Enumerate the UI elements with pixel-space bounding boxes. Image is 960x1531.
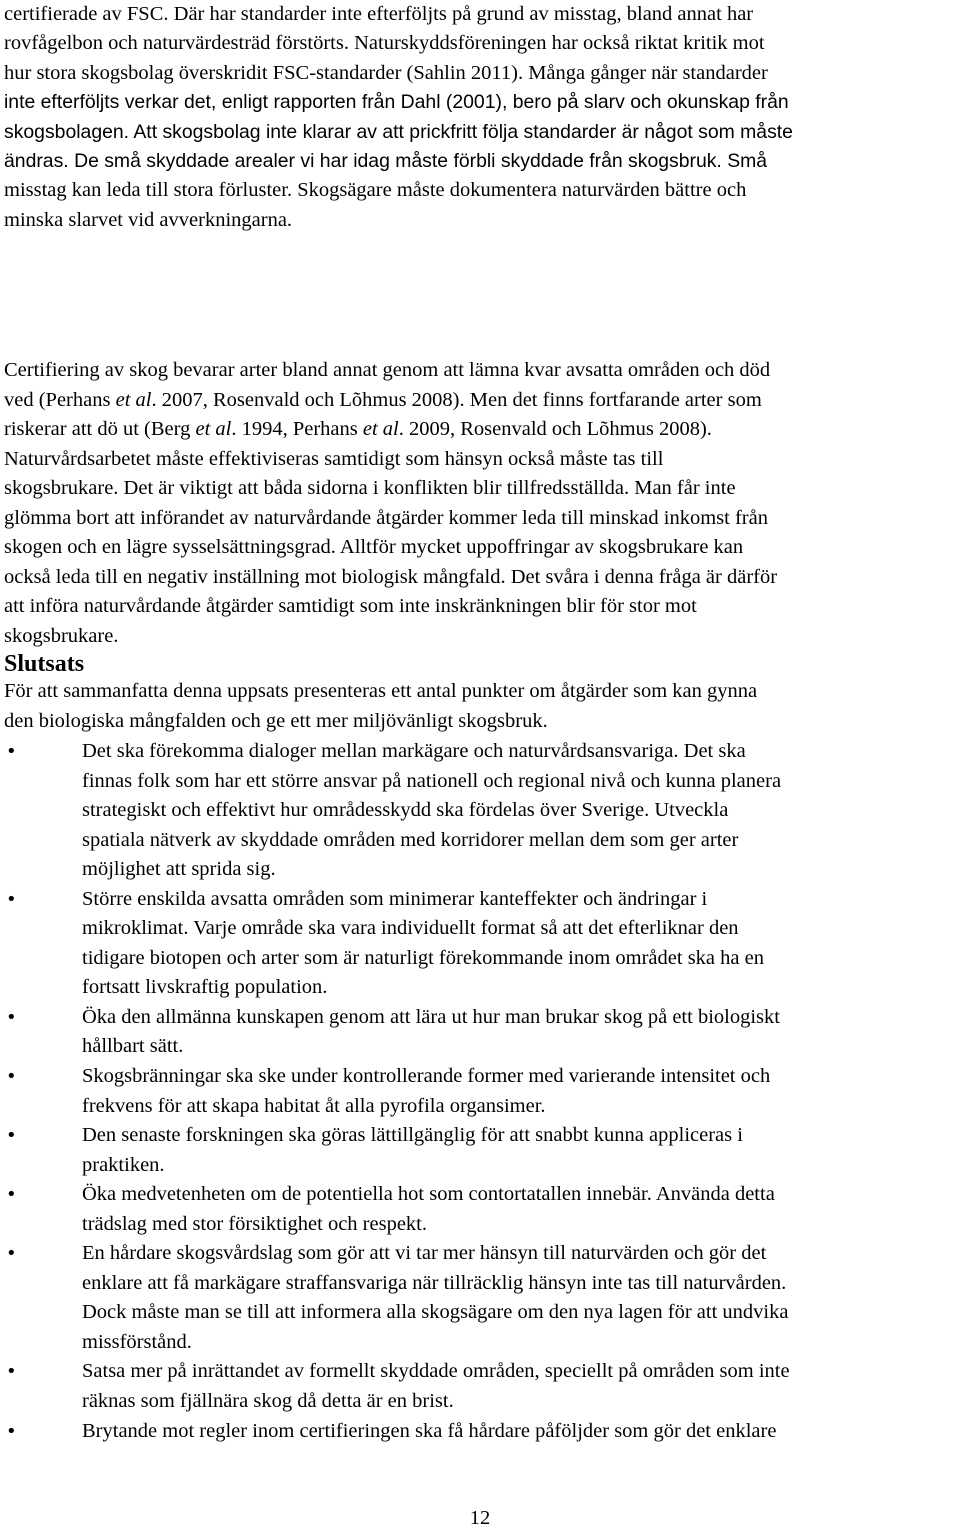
- text-line: den biologiska mångfalden och ge ett mer miljövänligt skogsbruk.: [4, 709, 548, 732]
- text-line: rovfågelbon och naturvärdesträd förstörts. Naturskyddsföreningen har också riktat kritik mot: [4, 32, 765, 55]
- bullet-icon: •: [6, 1361, 17, 1383]
- text-line: Dock måste man se till att informera alla skogsägare om den nya lagen för att undvika: [82, 1301, 789, 1324]
- bullet-icon: •: [6, 1243, 17, 1265]
- list-item: [4, 1417, 956, 1447]
- text-line: inte efterföljts verkar det, enligt rapporten från Dahl (2001), bero på slarv och okunskap från: [4, 91, 789, 114]
- text-line: ved (Perhans et al. 2007, Rosenvald och Lõhmus 2008). Men det finns fortfarande arter som: [4, 388, 762, 411]
- text-line: hur stora skogsbolag överskridit FSC-standarder (Sahlin 2011). Många gånger när standarder: [4, 61, 768, 84]
- bullet-icon: •: [6, 1125, 17, 1147]
- text-line: Satsa mer på inrättandet av formellt skyddade områden, speciellt på områden som inte: [82, 1360, 790, 1383]
- text-line: minska slarvet vid avverkningarna.: [4, 208, 293, 231]
- text-line: missförstånd.: [82, 1330, 192, 1353]
- text-line: För att sammanfatta denna uppsats presenteras ett antal punkter om åtgärder som kan gynna: [4, 680, 758, 702]
- bullet-icon: •: [6, 1184, 17, 1206]
- text-line: hållbart sätt.: [82, 1035, 184, 1058]
- bullet-icon: •: [6, 1066, 17, 1088]
- text-line: Brytande mot regler inom certifieringen ska få hårdare påföljder som gör det enklare: [82, 1419, 777, 1442]
- text-line: riskerar att dö ut (Berg et al. 1994, Perhans et al. 2009, Rosenvald och Lõhmus 2008).: [4, 418, 712, 440]
- text-line: skogsbrukare. Det är viktigt att båda sidorna i konflikten blir tillfredsställda. Man får inte: [4, 477, 736, 499]
- text-line: också leda till en negativ inställning mot biologisk mångfald. Det svåra i denna fråga är därför: [4, 565, 778, 588]
- text-line: räknas som fjällnära skog då detta är en brist.: [82, 1390, 454, 1413]
- text-line: certifierade av FSC. Där har standarder inte efterföljts på grund av misstag, bland annat har: [4, 3, 754, 25]
- bullet-icon: •: [6, 888, 17, 910]
- text-line: att införa naturvårdande åtgärder samtidigt som inte inskränkningen blir för stor mot: [4, 595, 697, 617]
- text-line: Skogsbränningar ska ske under kontrollerande former med varierande intensitet och: [82, 1065, 771, 1088]
- list-item: [4, 1062, 956, 1121]
- text-line: enklare att få markägare straffansvariga när tillräcklig hänsyn inte tas till naturvården.: [82, 1271, 787, 1294]
- text-line: skogsbrukare.: [4, 624, 119, 647]
- text-line: mikroklimat. Varje område ska vara individuellt format så att det efterliknar den: [82, 917, 739, 940]
- text-line: frekvens för att skapa habitat åt alla pyrofila organsimer.: [82, 1094, 546, 1117]
- list-item: [4, 1180, 956, 1239]
- text-line: trädslag med stor försiktighet och respekt.: [82, 1212, 427, 1235]
- bullet-icon: •: [6, 741, 17, 762]
- text-line: Den senaste forskningen ska göras lättillgänglig för att snabbt kunna appliceras i: [82, 1124, 743, 1147]
- text-line: skogsbolagen. Att skogsbolag inte klarar av att prickfritt följa standarder är något som måste: [4, 120, 793, 143]
- text-line: Certifiering av skog bevarar arter bland annat genom att lämna kvar avsatta områden och död: [4, 359, 771, 381]
- text-line: Större enskilda avsatta områden som minimerar kanteffekter och ändringar i: [82, 887, 708, 910]
- text-line: Det ska förekomma dialoger mellan markägare och naturvårdsansvariga. Det ska: [82, 740, 746, 762]
- document-page: [4, 0, 956, 1442]
- text-line: ändras. De små skyddade arealer vi har idag måste förbli skyddade från skogsbruk. Små: [4, 149, 768, 172]
- text-line: praktiken.: [82, 1153, 165, 1176]
- recommendation-list: [4, 737, 956, 1446]
- list-item: [4, 737, 956, 885]
- text-line: finnas folk som har ett större ansvar på nationell och regional nivå och kunna planera: [82, 769, 782, 792]
- bullet-icon: •: [6, 1006, 17, 1028]
- intro-paragraph: [4, 0, 956, 235]
- text-line: fortsatt livskraftig population.: [82, 976, 328, 999]
- text-line: En hårdare skogsvårdslag som gör att vi tar mer hänsyn till naturvärden och gör det: [82, 1242, 767, 1265]
- text-line: Öka medvetenheten om de potentiella hot som contortatallen innebär. Använda detta: [82, 1183, 775, 1206]
- text-line: tidigare biotopen och arter som är naturligt förekommande inom området ska ha en: [82, 946, 764, 969]
- summary-paragraph: [4, 677, 956, 736]
- list-item: [4, 1003, 956, 1062]
- text-line: Öka den allmänna kunskapen genom att lära ut hur man brukar skog på ett biologiskt: [82, 1005, 780, 1028]
- list-item: [4, 1239, 956, 1357]
- text-line: möjlighet att sprida sig.: [82, 858, 276, 881]
- text-line: skogen och en lägre sysselsättningsgrad. Alltför mycket uppoffringar av skogsbrukare kan: [4, 536, 744, 558]
- list-item: [4, 885, 956, 1003]
- list-item: [4, 1357, 956, 1416]
- text-line: Naturvårdsarbetet måste effektiviseras samtidigt som hänsyn också måste tas till: [4, 447, 664, 470]
- list-item: [4, 1121, 956, 1180]
- section-heading: Slutsats: [4, 651, 85, 677]
- text-line: strategiskt och effektivt hur områdesskydd ska fördelas över Sverige. Utveckla: [82, 799, 729, 822]
- bullet-icon: •: [6, 1420, 17, 1442]
- text-line: glömma bort att införandet av naturvårdande åtgärder kommer leda till minskad inkomst från: [4, 506, 768, 529]
- text-line: misstag kan leda till stora förluster. Skogsägare måste dokumentera naturvärden bättre och: [4, 179, 747, 202]
- conclusion-paragraph: [4, 356, 956, 651]
- page-number: 12: [469, 1507, 491, 1529]
- text-line: spatiala nätverk av skyddade områden med korridorer mellan dem som ger arter: [82, 828, 739, 851]
